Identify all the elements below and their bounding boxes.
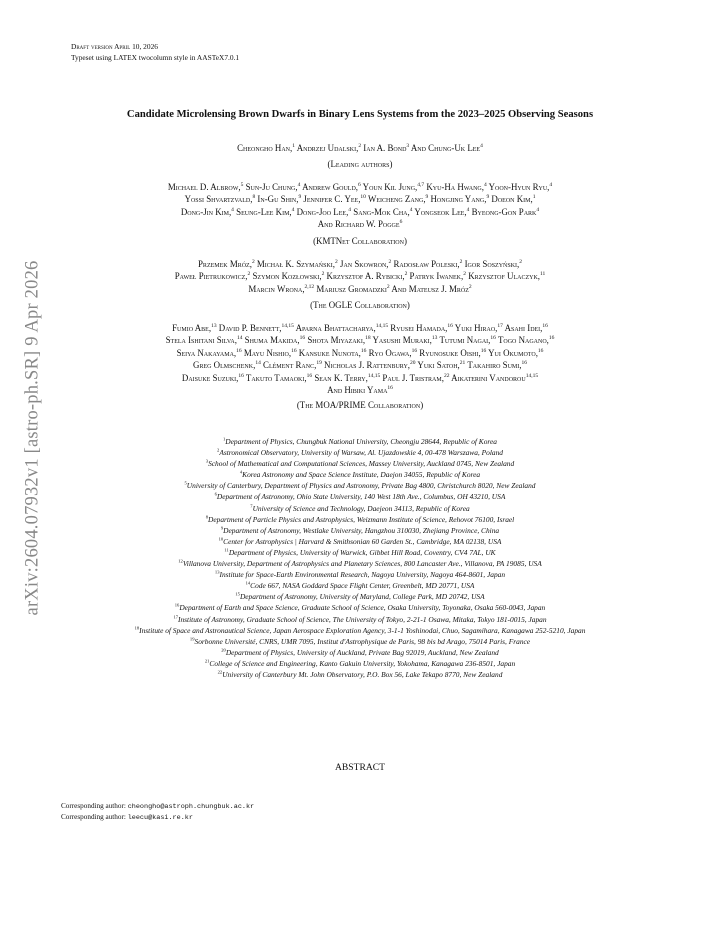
corresponding-authors <box>61 801 254 823</box>
affiliation-item: $^2$Astronomical Observatory, University of Warsaw, Al. Ujazdowskie 4, 00-478 Warszawa, Poland <box>217 447 503 458</box>
affiliation-item: $^3$School of Mathematical and Computational Sciences, Massey University, Auckland 0745, New Zealand <box>205 458 515 469</box>
abstract-heading: ABSTRACT <box>334 762 386 773</box>
affiliation-item: $^{16}$Department of Earth and Space Science, Graduate School of Science, Osaka University, Toyonaka, Osaka 560-0043, Japan <box>174 602 546 613</box>
typeset-note: Typeset using LATEX twocolumn style in AASTeX7.0.1 <box>71 52 240 62</box>
moa-group: (The MOA/PRIME Collaboration) <box>296 400 424 410</box>
paper-title: Candidate Microlensing Brown Dwarfs in Binary Lens Systems from the 2023–2025 Observing Seasons <box>126 109 594 120</box>
author-line: Stela Ishitani Silva,$^{14}$ Shuma Makida,$^{16}$ Shota Miyazaki,$^{18}$ Yasushi Muraki,$^{13}$ Tutumi Nagai,$^{16}$ Togo Nagano,$^{16}$ <box>165 335 555 346</box>
arxiv-stamp <box>14 238 52 638</box>
author-line: And Richard W. Pogge$^6$ <box>317 219 403 230</box>
author-line: Marcin Wrona,$^{2,12}$ Mariusz Gromadzki$^2$ And Mateusz J. Mróz$^2$ <box>248 283 472 294</box>
affiliation-item: $^7$University of Science and Technology, Daejeon 34113, Republic of Korea <box>250 503 470 513</box>
affiliation-item: $^{20}$Department of Physics, University of Auckland, Private Bag 92019, Auckland, New Zealand <box>221 647 499 657</box>
affiliation-item: $^{21}$College of Science and Engineering, Kanto Gakuin University, Yokohama, Kanagawa 236-8501, Japan <box>204 658 516 668</box>
draft-version: Draft version April 10, 2026 <box>71 42 158 51</box>
author-line: Cheongho Han,$^1$ Andrzej Udalski,$^2$ Ian A. Bond$^3$ And Chung-Uk Lee$^4$ <box>237 143 483 153</box>
affiliation-item: $^9$Department of Astronomy, Westlake University, Hangzhou 310030, Zhejiang Province, China <box>220 525 500 535</box>
affiliation-item: $^{14}$Code 667, NASA Goddard Space Flight Center, Greenbelt, MD 20771, USA <box>245 580 475 591</box>
author-line: Fumio Abe,$^{13}$ David P. Bennett,$^{14,15}$ Aparna Bhattacharya,$^{14,15}$ Ryusei Hamada,$^{16}$ Yuki Hirao,$^{17}$ Asahi Idei,$^{16}$ <box>172 323 548 333</box>
author-line: Daisuke Suzuki,$^{16}$ Takuto Tamaoki,$^{16}$ Sean K. Terry,$^{14,15}$ Paul J. Tristram,$^{22}$ Aikaterini Vandorou$^{14,15}$ <box>181 372 539 383</box>
affiliation-item: $^{15}$Department of Astronomy, University of Maryland, College Park, MD 20742, USA <box>235 591 485 602</box>
corresponding-email[interactable]: cheongho@astroph.chungbuk.ac.kr <box>127 803 255 811</box>
affiliation-item: $^5$University of Canterbury, Department of Physics and Astronomy, Private Bag 4800, Christchurch 8020, New Zealand <box>184 480 536 491</box>
lead-authors-group: (Leading authors) <box>327 159 393 169</box>
lead-authors <box>60 142 660 154</box>
affiliation-item: $^8$Department of Particle Physics and Astrophysics, Weizmann Institute of Science, Rehovot 76100, Israel <box>205 514 515 524</box>
affiliation-item: $^{22}$University of Canterbury Mt. John Observatory, P.O. Box 56, Lake Tekapo 8770, New Zealand <box>217 669 503 679</box>
corresponding-label: Corresponding author: <box>61 802 128 810</box>
author-line: Przemek Mróz,$^2$ Michał K. Szymański,$^2$ Jan Skowron,$^2$ Radosław Poleski,$^2$ Igor Soszyński,$^2$ <box>198 259 522 269</box>
ogle-authors <box>60 258 660 295</box>
moa-authors <box>60 322 660 396</box>
corresponding-author <box>61 812 254 823</box>
author-line: And Hibiki Yama$^{16}$ <box>327 385 393 396</box>
corresponding-email[interactable]: leecu@kasi.re.kr <box>127 814 193 823</box>
affiliation-item: $^{11}$Department of Physics, University of Warwick, Gibbet Hill Road, Coventry, CV4 7AL, UK <box>224 547 496 557</box>
author-line: Michael D. Albrow,$^5$ Sun-Ju Chung,$^4$ Andrew Gould,$^6$ Youn Kil Jung,$^{4,7}$ Kyu-Ha Hwang,$^4$ Yoon-Hyun Ryu,$^4$ <box>167 182 553 192</box>
author-line: Dong-Jin Kim,$^4$ Seung-Lee Kim,$^4$ Dong-Joo Lee,$^4$ Sang-Mok Cha,$^4$ Yongseok Lee,$^4$ Byeong-Gon Park$^4$ <box>180 206 540 217</box>
affiliation-item: $^{18}$Institute of Space and Astronautical Science, Japan Aerospace Exploration Agency, 3-1-1 Yoshinodai, Chuo, Sagamihara, Kanagawa 252-5210, Japan <box>134 625 586 635</box>
corresponding-label: Corresponding author: <box>61 813 128 822</box>
affiliation-item: $^6$Department of Astronomy, Ohio State University, 140 West 18th Ave., Columbus, OH 43210, USA <box>214 492 506 502</box>
author-line: Paweł Pietrukowicz,$^2$ Szymon Kozłowski,$^2$ Krzysztof A. Rybicki,$^2$ Patryk Iwanek,$^2$ Krzysztof Ulaczyk,$^{11}$ <box>174 271 546 282</box>
author-line: Greg Olmschenk,$^{14}$ Clément Ranc,$^{19}$ Nicholas J. Rattenbury,$^{20}$ Yuki Satoh,$^{21}$ Takahiro Sumi,$^{16}$ <box>193 360 527 371</box>
kmtnet-group: (KMTNet Collaboration) <box>313 236 407 246</box>
ogle-group: (The OGLE Collaboration) <box>310 300 410 310</box>
affiliation-item: $^{12}$Villanova University, Department of Astrophysics and Planetary Sciences, 800 Lancaster Ave., Villanova, PA 19085, USA <box>178 558 542 569</box>
author-line: Yossi Shvartzvald,$^8$ In-Gu Shin,$^9$ Jennifer C. Yee,$^{10}$ Weicheng Zang,$^9$ Hongjing Yang,$^9$ Doeon Kim,$^1$ <box>184 194 536 205</box>
kmtnet-authors <box>60 181 660 231</box>
affiliations-list <box>55 436 665 680</box>
affiliation-item: $^{10}$Center for Astrophysics | Harvard & Smithsonian 60 Garden St., Cambridge, MA 02138, USA <box>218 536 502 546</box>
affiliation-item: $^{19}$Sorbonne Université, CNRS, UMR 7095, Institut d'Astrophysique de Paris, 98 bis bd Arago, 75014 Paris, France <box>189 636 531 646</box>
affiliation-item: $^{17}$Institute of Astronomy, Graduate School of Science, The University of Tokyo, 2-21-1 Osawa, Mitaka, Tokyo 181-0015, Japan <box>173 614 547 624</box>
preamble <box>71 42 239 63</box>
corresponding-author <box>61 801 254 812</box>
affiliation-item: $^4$Korea Astronomy and Space Science Institute, Daejon 34055, Republic of Korea <box>239 469 481 480</box>
arxiv-identifier: arXiv:2604.07932v1 [astro-ph.SR] 9 Apr 2026 <box>22 260 43 616</box>
affiliation-item: $^{13}$Institute for Space-Earth Environmental Research, Nagoya University, Nagoya 464-8601, Japan <box>214 569 506 580</box>
affiliation-item: $^1$Department of Physics, Chungbuk National University, Cheongju 28644, Republic of Korea <box>222 436 497 446</box>
author-line: Seiya Nakayama,$^{16}$ Mayu Nishio,$^{16}$ Kansuke Nunota,$^{16}$ Ryo Ogawa,$^{16}$ Ryunosuke Oishi,$^{16}$ Yui Okumoto,$^{16}$ <box>176 347 544 358</box>
